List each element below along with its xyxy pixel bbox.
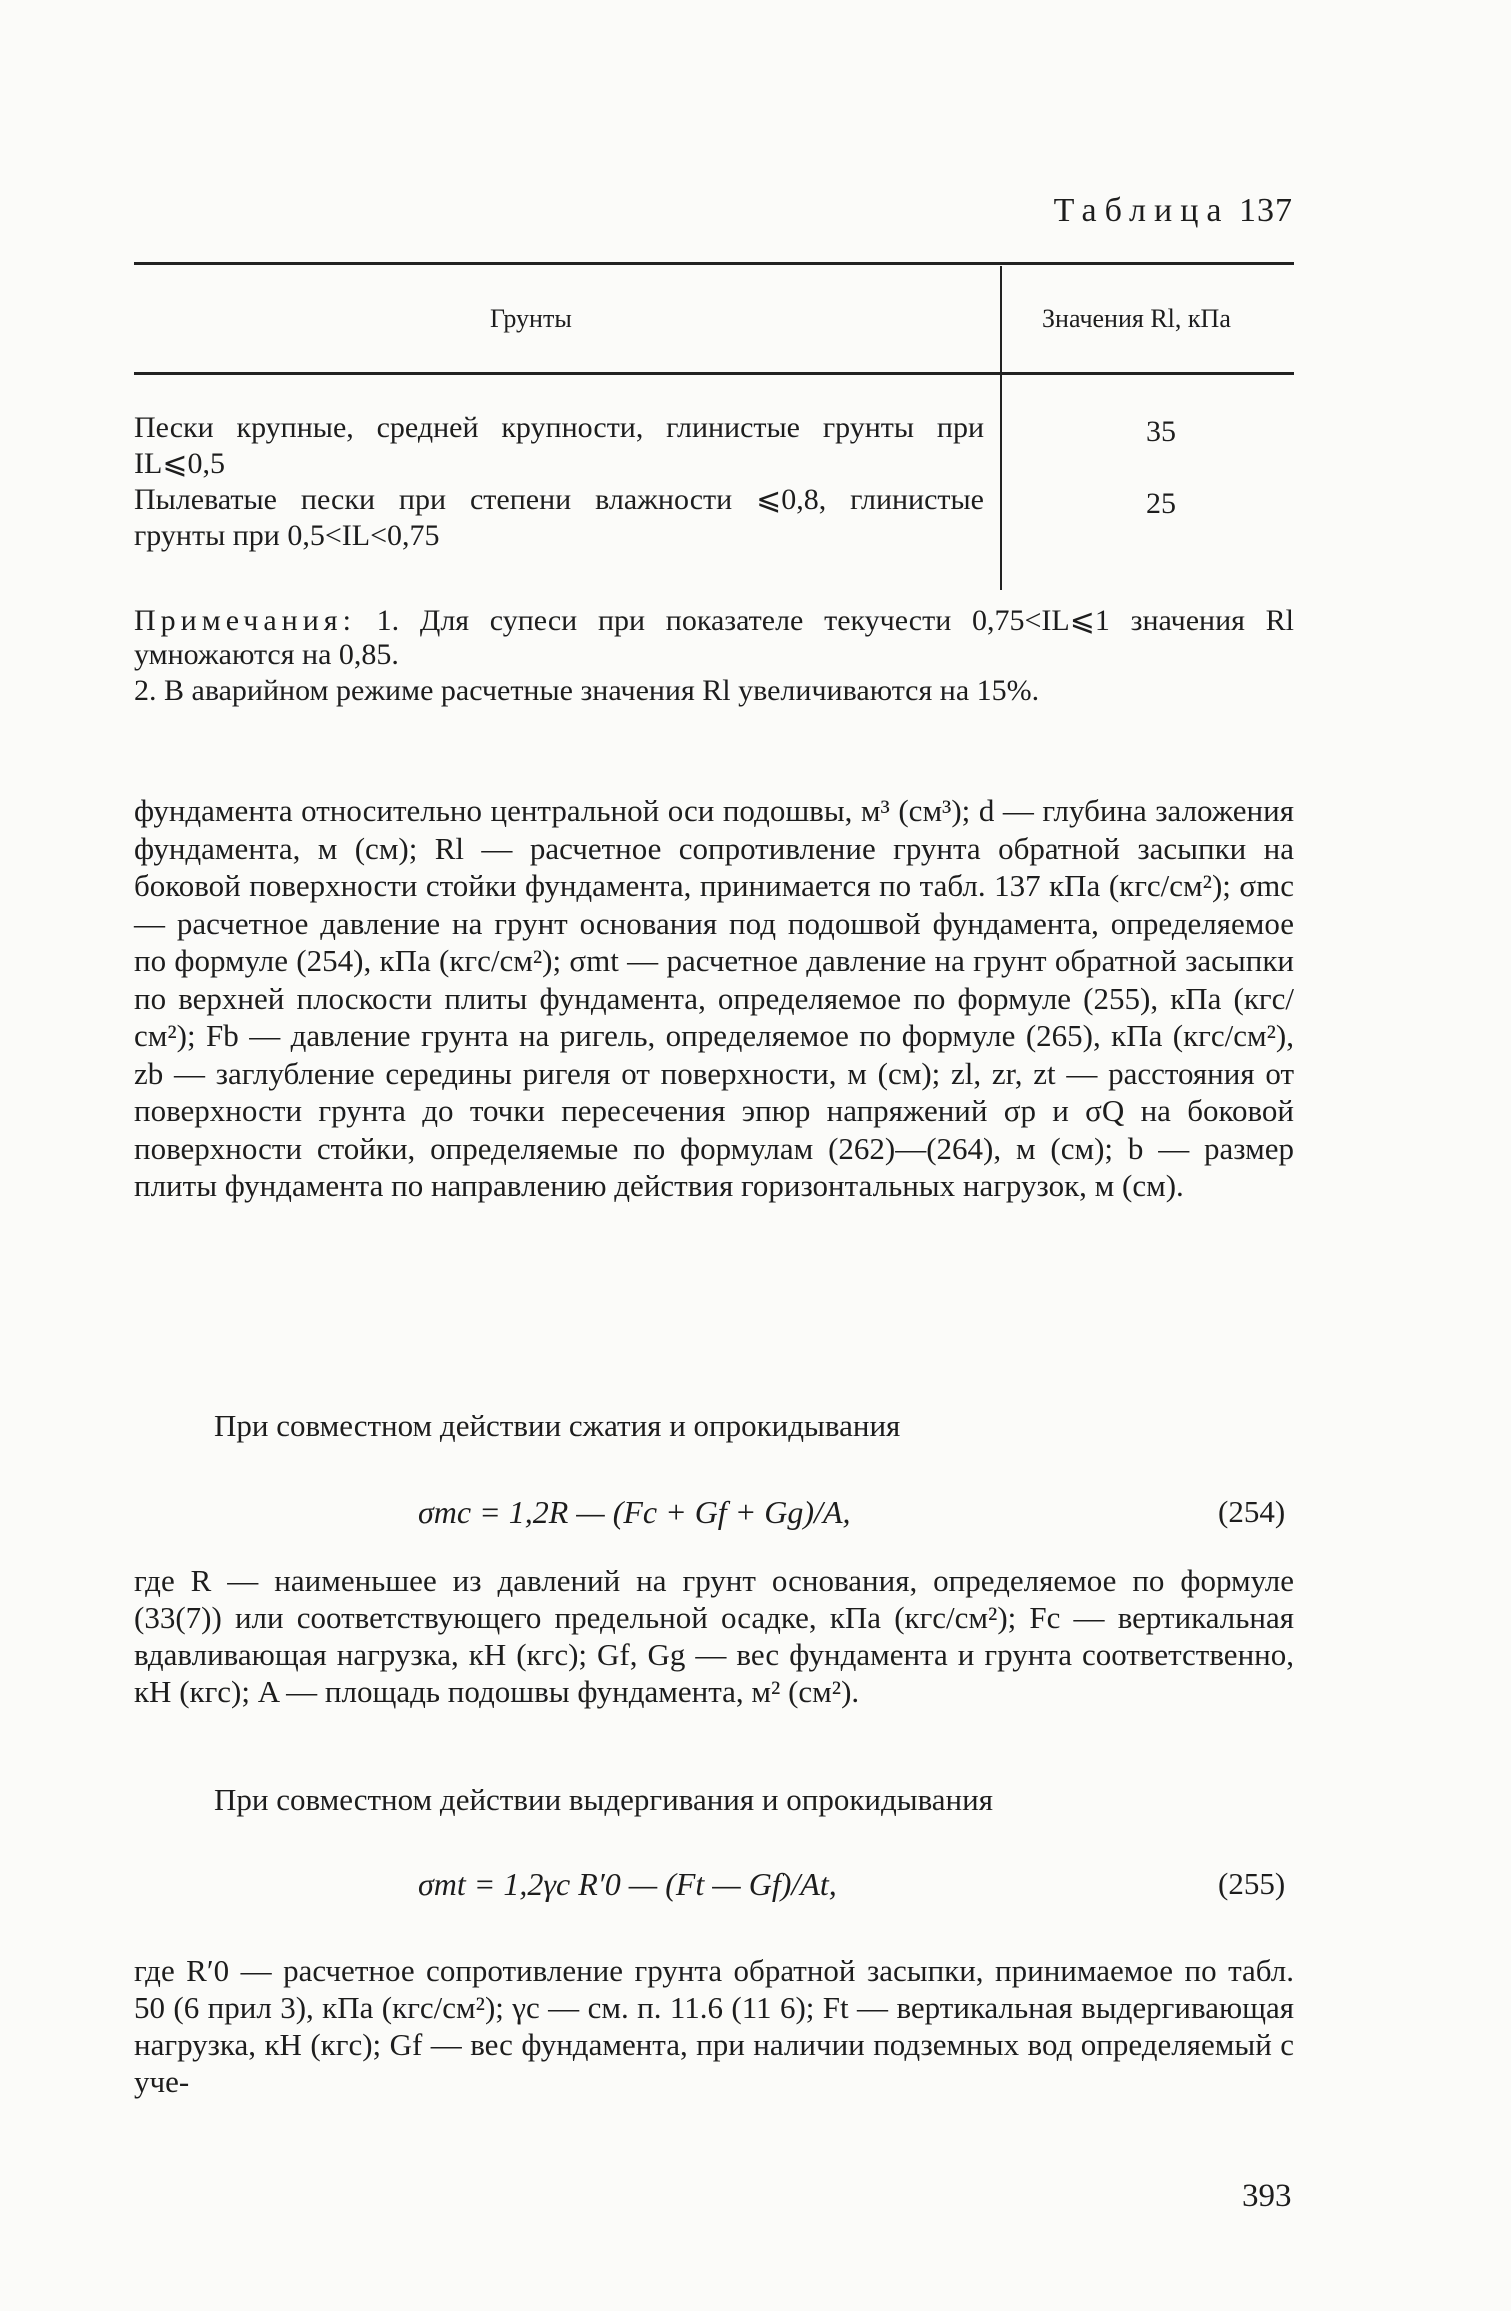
paragraph-compression xyxy=(134,1408,1294,1443)
page-number: 393 xyxy=(1242,2178,1292,2214)
paragraph-1: фундамента относительно центральной оси подошвы, м³ (см³); d — глубина заложения фундамента, м (см); Rl — расчетное сопротивление грунта обратной засыпки на боковой поверхности стойки фундамента, принимается по табл. 137 кПа (кгс/см²); σmc — расчетное давление на грунт основания под подошвой фундамента, определяемое по формуле (254), кПа (кгс/см²); σmt — расчетное давление на грунт обратной засыпки по верхней плоскости плиты фундамента, определяемое по формуле (255), кПа (кгс/см²); Fb — давление грунта на ригель, определяемое по формуле (265), кПа (кгс/см²), zb — заглубление середины ригеля от поверхности, м (см); zl, zr, zt — расстояния от поверхности грунта до точки пересечения эпюр напряжений σp и σQ на боковой поверхности стойки, определяемые по формулам (262)—(264), м (см); b — размер плиты фундамента по направлению действия горизонтальных нагрузок, м (см). xyxy=(134,793,1294,1203)
formula-254-number: (254) xyxy=(1218,1494,1286,1529)
table-row-value: 25 xyxy=(1146,487,1176,520)
header-values: Значения Rl, кПа xyxy=(1042,304,1231,333)
paragraph-3: где R — наименьшее из давлений на грунт основания, определяемое по формуле (33(7)) или соответствующего предельной осадке, кПа (кгс/см²); Fc — вертикальная вдавливающая нагрузка, кН (кгс); Gf, Gg — вес фундамента и грунта соответственно, кН (кгс); A — площадь подошвы фундамента, м² (см²). xyxy=(134,1563,1294,1709)
table-row-soil: Пылеватые пески при степени влажности ⩽0,8, глинистые грунты при 0,5<IL<0,75 xyxy=(134,483,984,552)
notes-label: Примечания: xyxy=(134,604,356,637)
paragraph-definitions xyxy=(134,792,1294,1205)
table-top-rule xyxy=(134,262,1294,265)
formula-254: σmc = 1,2R — (Fc + Gf + Gg)/A, xyxy=(418,1494,851,1530)
paragraph-where-r xyxy=(134,1562,1294,1710)
table-title xyxy=(1054,192,1293,230)
table-title-word: Таблица xyxy=(1053,192,1230,229)
paragraph-uplift xyxy=(134,1782,1294,1817)
paragraph-5: где R′0 — расчетное сопротивление грунта обратной засыпки, принимаемое по табл. 50 (6 прил 3), кПа (кгс/см²); γc — см. п. 11.6 (11 6); Ft — вертикальная выдергивающая нагрузка, кН (кгс); Gf — вес фундамента, при наличии подземных вод определяемый с уче- xyxy=(134,1953,1294,2099)
note-2: 2. В аварийном режиме расчетные значения Rl увеличиваются на 15%. xyxy=(134,674,1040,707)
paragraph-4: При совместном действии выдергивания и опрокидывания xyxy=(214,1782,993,1817)
table-row-value: 35 xyxy=(1146,415,1176,448)
formula-255-number: (255) xyxy=(1218,1866,1286,1901)
table-column-divider xyxy=(1000,266,1002,590)
formula-255: σmt = 1,2γc R′0 — (Ft — Gf)/At, xyxy=(418,1866,837,1902)
header-soils: Грунты xyxy=(490,304,572,333)
table-header-rule xyxy=(134,372,1294,375)
paragraph-2: При совместном действии сжатия и опрокидывания xyxy=(214,1408,901,1443)
table-title-number: 137 xyxy=(1239,192,1293,229)
table-row-soil: Пески крупные, средней крупности, глинистые грунты при IL⩽0,5 xyxy=(134,411,984,480)
paragraph-where-r0 xyxy=(134,1952,1294,2100)
table-notes xyxy=(134,604,1294,708)
note-1-text: 1. Для супеси при показателе текучести 0,75<IL⩽1 значения Rl умножаются на 0,85. xyxy=(134,604,1294,671)
note-1 xyxy=(134,604,1294,672)
